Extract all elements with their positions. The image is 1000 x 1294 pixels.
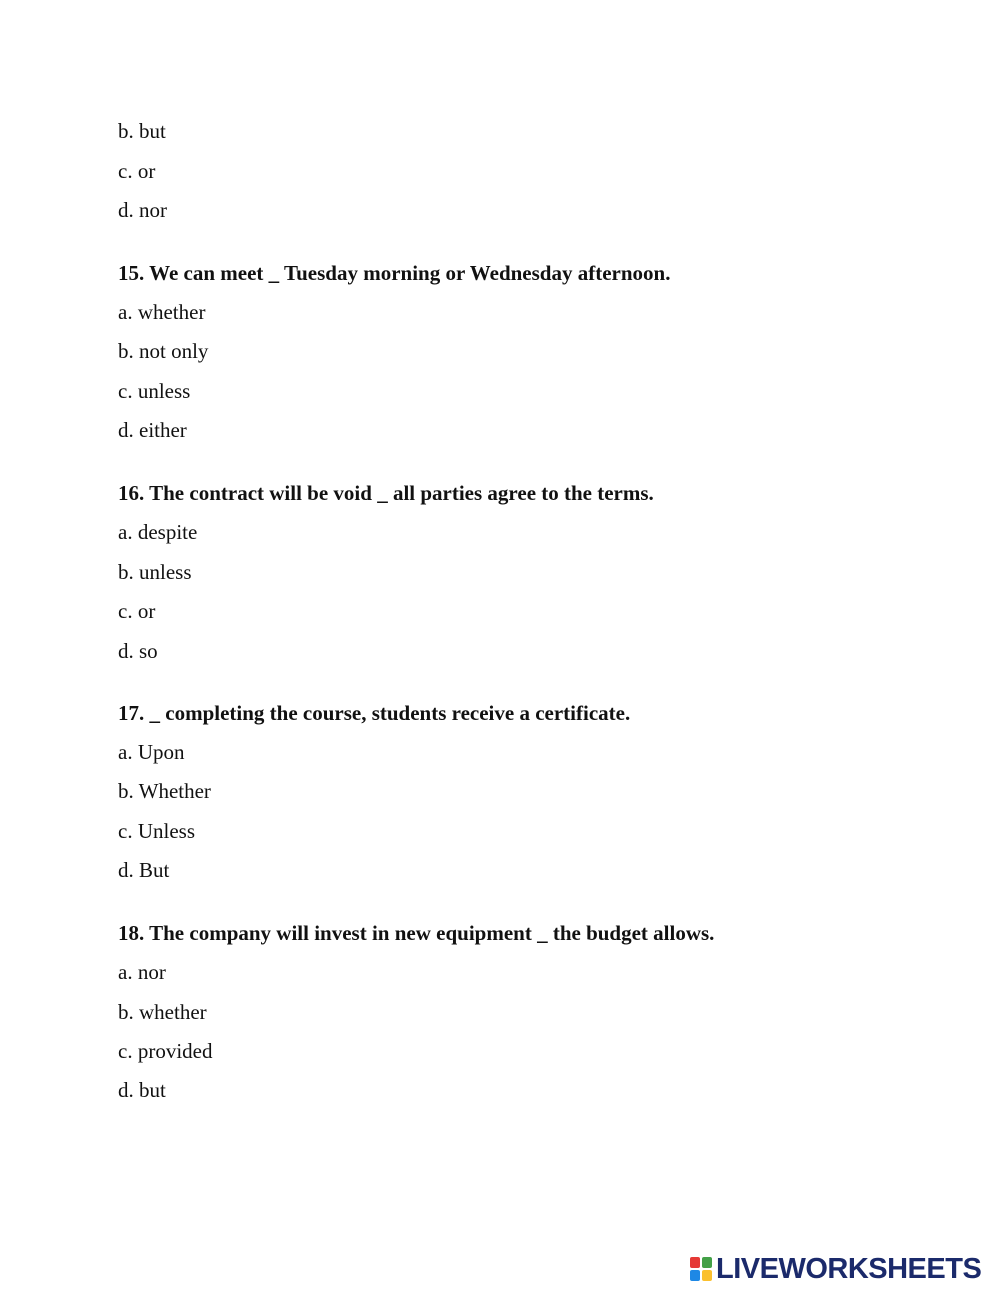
question-18-option-b: b. whether	[118, 1000, 207, 1024]
logo-square-icon	[690, 1270, 700, 1281]
option-text: c. or	[118, 159, 156, 183]
question-17-option-c: c. Unless	[118, 819, 195, 843]
question-15-option-a: a. whether	[118, 300, 206, 324]
liveworksheets-logo-icon	[690, 1257, 712, 1281]
question-16-option-c: c. or	[118, 599, 156, 623]
option-text: b. but	[118, 119, 166, 143]
question-16-option-b: b. unless	[118, 560, 192, 584]
question-16-option-d: d. so	[118, 639, 158, 663]
option-text: d. nor	[118, 198, 167, 222]
question-15-option-b: b. not only	[118, 339, 209, 363]
question-17-option-a: a. Upon	[118, 740, 185, 764]
liveworksheets-brand	[690, 1254, 981, 1284]
question-18-option-c: c. provided	[118, 1039, 213, 1063]
logo-square-icon	[690, 1257, 700, 1268]
question-16-prompt: 16. The contract will be void _ all parties agree to the terms.	[118, 481, 654, 505]
brand-name: LIVEWORKSHEETS	[716, 1253, 982, 1285]
question-17-option-d: d. But	[118, 858, 170, 882]
logo-square-icon	[702, 1270, 712, 1281]
question-15-option-d: d. either	[118, 418, 187, 442]
question-18-option-d: d. but	[118, 1078, 166, 1102]
question-18-option-a: a. nor	[118, 960, 166, 984]
question-15-option-c: c. unless	[118, 379, 191, 403]
logo-square-icon	[702, 1257, 712, 1268]
question-17-prompt: 17. _ completing the course, students receive a certificate.	[118, 701, 631, 725]
question-17-option-b: b. Whether	[118, 779, 211, 803]
question-18-prompt: 18. The company will invest in new equipment _ the budget allows.	[118, 921, 715, 945]
question-16-option-a: a. despite	[118, 520, 198, 544]
question-15-prompt: 15. We can meet _ Tuesday morning or Wednesday afternoon.	[118, 261, 671, 285]
